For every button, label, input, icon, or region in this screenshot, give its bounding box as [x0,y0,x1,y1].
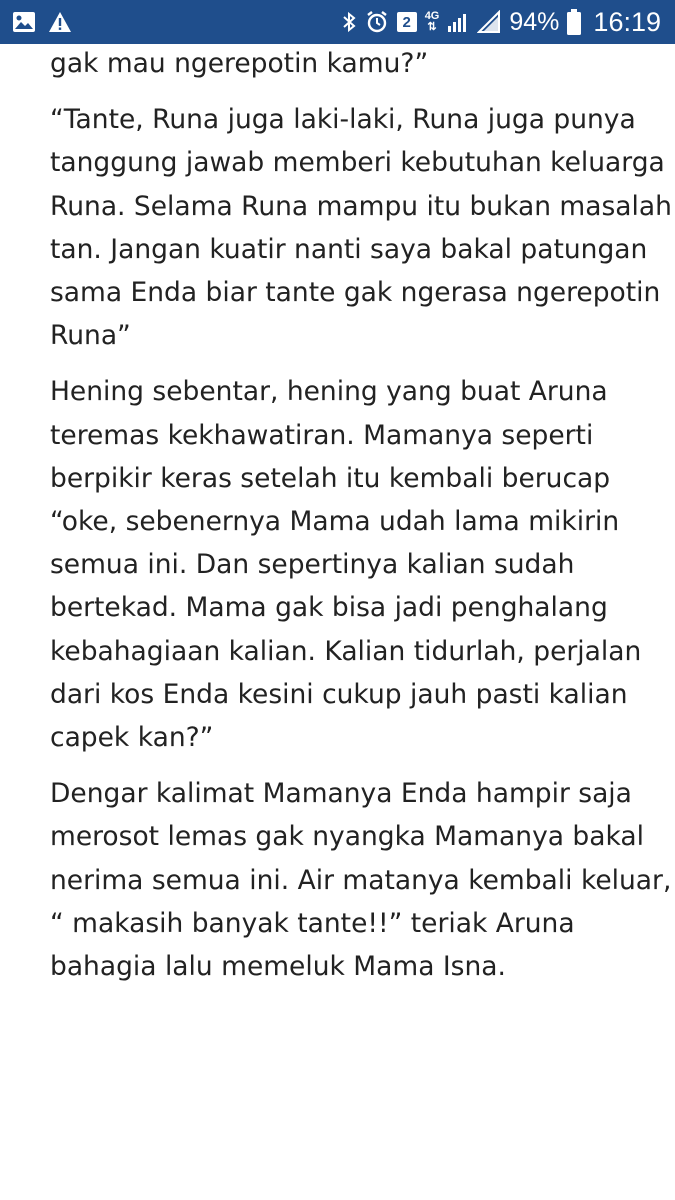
paragraph [50,98,672,357]
bluetooth-icon [341,10,357,34]
alarm-clock-icon [365,10,389,34]
text-line: tan. Jangan kuatir nanti saya bakal patungan [50,233,648,265]
paragraph [50,42,650,85]
text-line: teremas kekhawatiran. Mamanya seperti [50,419,594,451]
text-line: “Tante, Runa juga laki-laki, Runa juga punya [50,104,636,136]
signal-strength-icon [477,10,501,34]
network-type-label: 4G [424,10,440,22]
text-line: Runa. Selama Runa mampu itu bukan masalah [50,190,672,222]
sim-slot-badge: 2 [397,12,417,32]
text-line: gak mau ngerepotin kamu?” [50,48,429,79]
text-line: capek kan?” [50,722,214,754]
signal-bars-icon [447,11,469,33]
status-bar [0,0,675,44]
text-line: merosot lemas gak nyangka Mamanya bakal [50,821,644,853]
warning-icon [48,11,72,33]
text-line: “oke, sebenernya Mama udah lama mikirin [50,506,620,538]
text-line: bertekad. Mama gak bisa jadi penghalang [50,592,608,624]
text-line: nerima semua ini. Air matanya kembali keluar, [50,864,672,896]
status-right-icons [341,0,661,44]
status-left-icons [12,9,72,35]
text-line: berpikir keras setelah itu kembali berucap [50,462,611,494]
paragraph [50,370,650,759]
paragraph [50,772,672,988]
status-clock: 16:19 [593,7,661,37]
text-line: kebahagiaan kalian. Kalian tidurlah, perjalan [50,635,642,667]
image-icon [12,11,36,33]
text-line: “ makasih banyak tante!!” teriak Aruna [50,907,575,939]
text-line: tanggung jawab memberi kebutuhan keluarga [50,147,665,179]
text-line: Dengar kalimat Mamanya Enda hampir saja [50,778,632,810]
story-text [50,42,672,1001]
text-line: bahagia lalu memeluk Mama Isna. [50,951,506,983]
text-line: semua ini. Dan sepertinya kalian sudah [50,549,575,581]
text-line: Runa” [50,320,131,352]
battery-percentage: 94% [509,8,560,36]
battery-icon [567,9,581,35]
network-type-icon [425,11,440,33]
text-line: sama Enda biar tante gak ngerasa ngerepotin [50,277,661,309]
data-arrows-icon: ⇅ [427,21,437,33]
text-line: Hening sebentar, hening yang buat Aruna [50,376,608,408]
text-line: dari kos Enda kesini cukup jauh pasti kalian [50,678,628,710]
